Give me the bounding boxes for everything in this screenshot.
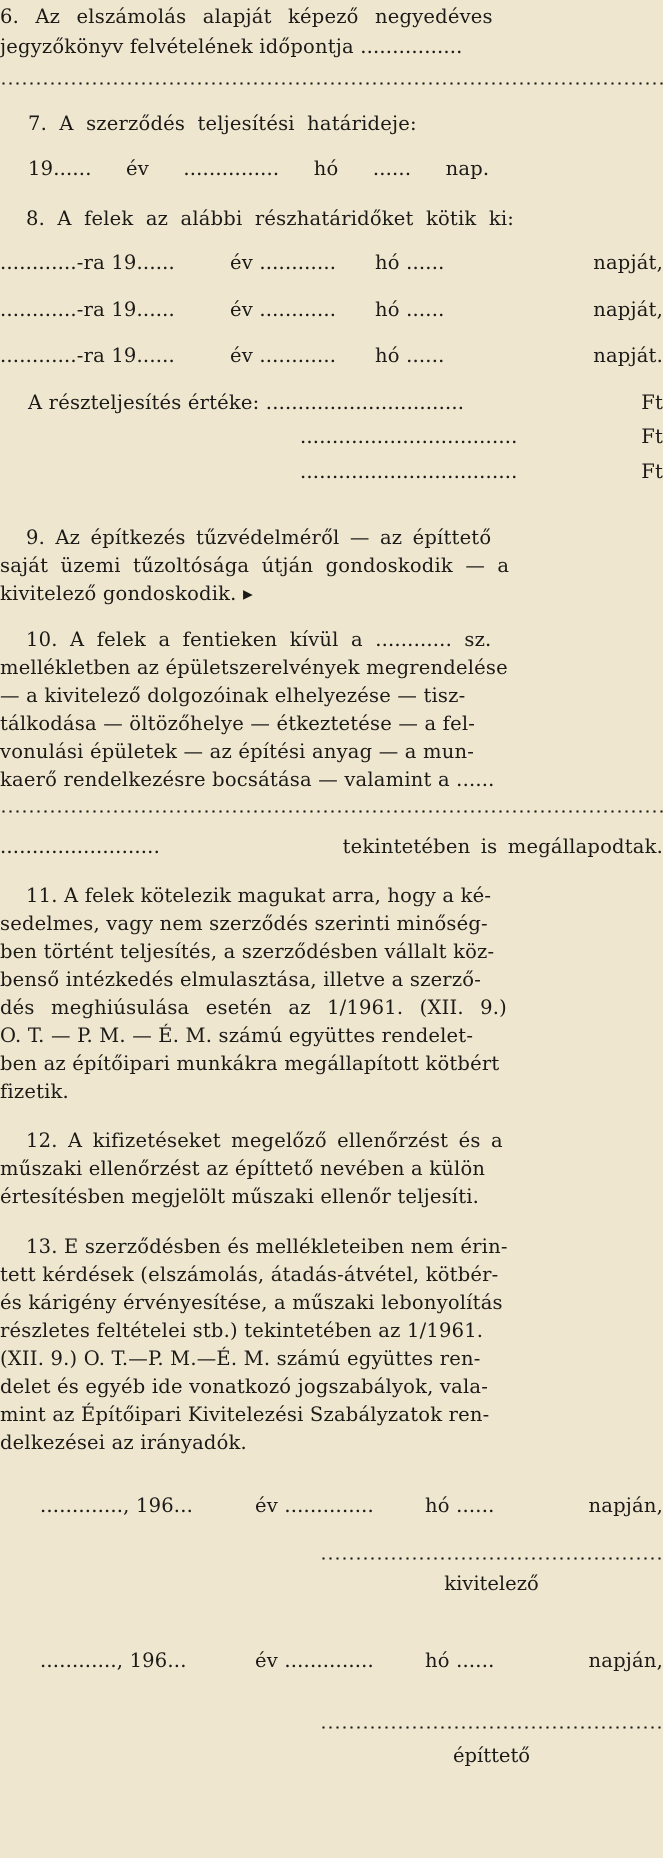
- section-8-heading: 8. A felek az alábbi részhatáridőket kötik ki:: [26, 207, 515, 230]
- section-11-line: ben az építőipari munkákra megállapított kötbért: [0, 1052, 500, 1075]
- section-10-closing: ......................... tekintetében is megállapodtak.: [0, 835, 663, 858]
- blank-line: [0, 810, 663, 813]
- section-13-line: részletes feltételei stb.) tekintetében az 1/1961.: [0, 1319, 484, 1342]
- section-9-line: kivitelező gondoskodik. ▸: [0, 582, 253, 605]
- section-13-line: (XII. 9.) O. T.—P. M.—É. M. számú együttes ren-: [0, 1347, 481, 1370]
- section-11-line: O. T. — P. M. — É. M. számú együttes rendelet-: [0, 1024, 474, 1047]
- section-10-line: tálkodása — öltözőhelye — étkeztetése — a fel-: [0, 712, 476, 735]
- section-9-line: 9. Az építkezés tűzvédelméről — az építtető: [26, 526, 492, 549]
- section-11-line: benső intézkedés elmulasztása, illetve a szerző-: [0, 968, 482, 991]
- contractor-signature-label: kivitelező: [444, 1572, 539, 1595]
- currency-label: Ft: [641, 460, 663, 483]
- section-12-line: 12. A kifizetéseket megelőző ellenőrzést és a: [26, 1129, 503, 1152]
- section-10-line: vonulási épületek — az építési anyag — a mun-: [0, 740, 475, 763]
- section-6-line-1: 6. Az elszámolás alapját képező negyedéves: [0, 5, 493, 28]
- blank-line: [0, 82, 663, 85]
- section-13-line: delet és egyéb ide vonatkozó jogszabályok, vala-: [0, 1375, 489, 1398]
- currency-label: Ft: [641, 391, 663, 414]
- signature-date-line: ............, 196... év .............. hó ...... napján,: [40, 1649, 663, 1672]
- signature-date-line: ............., 196... év .............. hó ...... napján,: [40, 1494, 663, 1517]
- deadline-row: ............-ra 19...... év ............ hó ...... napját,: [0, 298, 663, 321]
- section-11-line: dés meghiúsulása esetén az 1/1961. (XII. 9.): [0, 996, 507, 1019]
- section-10-line: 10. A felek a fentieken kívül a ............ sz.: [26, 628, 492, 651]
- section-13-line: 13. E szerződésben és mellékleteiben nem érin-: [26, 1235, 508, 1258]
- section-9-line: saját üzemi tűzoltósága útján gondoskodik — a: [0, 554, 510, 577]
- section-13-line: tett kérdések (elszámolás, átadás-átvétel, kötbér-: [0, 1263, 499, 1286]
- section-10-line: kaerő rendelkezésre bocsátása — valamint a ......: [0, 768, 495, 791]
- client-signature-label: építtető: [452, 1744, 531, 1767]
- section-10-line: — a kivitelező dolgozóinak elhelyezése — tisz-: [0, 684, 466, 707]
- section-13-line: és kárigény érvényesítése, a műszaki lebonyolítás: [0, 1291, 503, 1314]
- section-7-date-line: 19...... év ............... hó ...... nap.: [28, 157, 490, 180]
- partial-value-row: A részteljesítés értéke: ............................... Ft: [28, 391, 663, 414]
- deadline-row: ............-ra 19...... év ............ hó ...... napját,: [0, 251, 663, 274]
- section-13-line: delkezései az irányadók.: [0, 1431, 247, 1454]
- section-12-line: műszaki ellenőrzést az építtető nevében a külön: [0, 1157, 486, 1180]
- section-11-line: ben történt teljesítés, a szerződésben vállalt köz-: [0, 940, 495, 963]
- section-11-line: 11. A felek kötelezik magukat arra, hogy a ké-: [26, 884, 492, 907]
- partial-value-row: .................................. Ft: [300, 460, 663, 483]
- section-12-line: értesítésben megjelölt műszaki ellenőr teljesíti.: [0, 1185, 480, 1208]
- partial-value-row: .................................. Ft: [300, 425, 663, 448]
- section-11-line: sedelmes, vagy nem szerződés szerinti minőség-: [0, 912, 488, 935]
- deadline-row: ............-ra 19...... év ............ hó ...... napját.: [0, 344, 663, 367]
- section-10-line: mellékletben az épületszerelvények megrendelése: [0, 656, 508, 679]
- currency-label: Ft: [641, 425, 663, 448]
- section-7-heading: 7. A szerződés teljesítési határideje:: [28, 112, 417, 135]
- section-11-line: fizetik.: [0, 1080, 69, 1103]
- signature-line: [320, 1726, 663, 1729]
- signature-line: [320, 1557, 663, 1560]
- section-13-line: mint az Építőipari Kivitelezési Szabályzatok ren-: [0, 1403, 490, 1426]
- section-6-line-2: jegyzőkönyv felvételének időpontja ................: [0, 35, 463, 58]
